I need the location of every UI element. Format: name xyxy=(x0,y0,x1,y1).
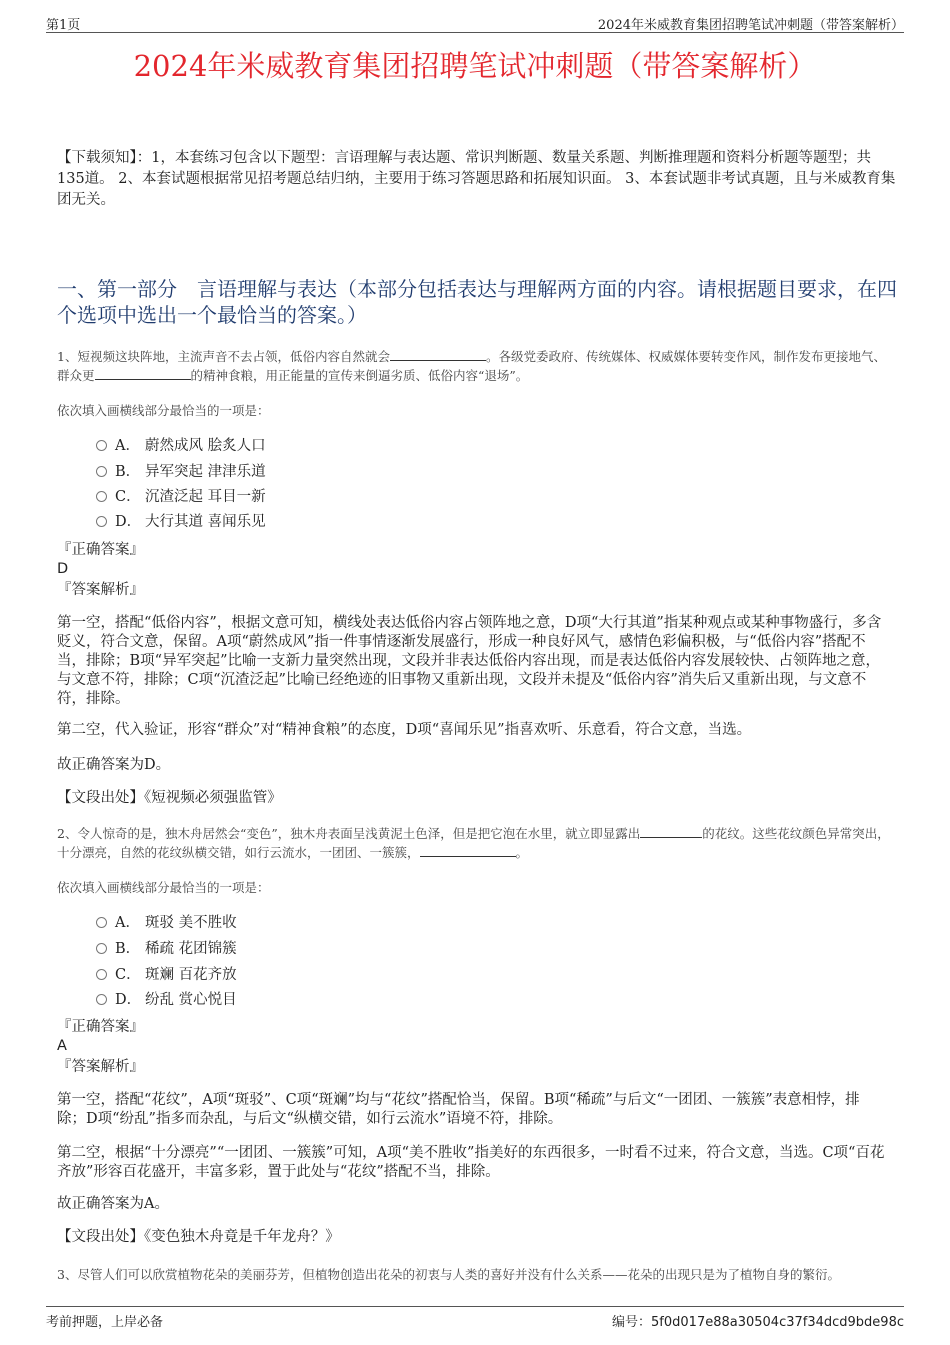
section-heading: 一、第一部分 言语理解与表达（本部分包括表达与理解两方面的内容。请根据题目要求，在四个选项中选出一个最恰当的答案。） xyxy=(57,277,897,327)
q1-analysis-1: 第一空，搭配“低俗内容”，根据文意可知，横线处表达低俗内容占领阵地之意，D项“大行其道”指某种观点或某种事物盛行，多含贬义，符合文意，保留。A项“蔚然成风”指一件事情逐渐发展盛行，形成一种良好风气，感情色彩偏积极，与“低俗内容”搭配不当，排除；B项“异军突起”比喻一支新力量突然出现，文段并非表达低俗内容出现，而是表达低俗内容发展较快、占领阵地之意，与文意不符，排除；C项“沉渣泛起”比喻已经绝迹的旧事物又重新出现，文段并未提及“低俗内容”消失后又重新出现，与文意不符，排除。 xyxy=(57,615,882,707)
page-title: 2024年米威教育集团招聘笔试冲刺题（带答案解析） xyxy=(133,49,817,83)
question-3-text: 3、尽管人们可以欣赏植物花朵的美丽芬芳，但植物创造出花朵的初衷与人类的喜好并没有什么关系——花朵的出现只是为了植物自身的繁衍。 xyxy=(57,1267,840,1282)
q1-part2: 。各级党委政府、传统媒体、权威媒体要转变作风，制作发布更接地气、群众更 xyxy=(57,349,886,383)
q2-part1: 2、令人惊奇的是，独木舟居然会“变色”，独木舟表面呈浅黄泥土色泽，但是把它泡在水里，就立即显露出 xyxy=(57,826,641,841)
q2-part3: 。 xyxy=(515,845,529,860)
q2-analysis-1: 第一空，搭配“花纹”，A项“斑驳”、C项“斑斓”均与“花纹”搭配恰当，保留。B项“稀疏”与后文“一团团、一簇簇”表意相悖，排除；D项“纷乱”指多而杂乱，与后文“纵横交错，如行云流水”语境不符，排除。 xyxy=(57,1092,860,1127)
q2-analysis-label: 『答案解析』 xyxy=(57,1059,144,1075)
page-header xyxy=(46,12,904,33)
q1-conclusion: 故正确答案为D。 xyxy=(57,757,171,773)
q2-source: 【文段出处】《变色独木舟竟是千年龙舟？》 xyxy=(57,1229,340,1245)
q1-part1: 1、短视频这块阵地，主流声音不去占领，低俗内容自然就会 xyxy=(57,349,390,364)
q2-option-a[interactable]: A． 斑驳 美不胜收 xyxy=(96,913,237,933)
q2-option-b[interactable]: B． 稀疏 花团锦簇 xyxy=(96,939,237,959)
q2-conclusion: 故正确答案为A。 xyxy=(57,1196,169,1212)
radio-icon[interactable] xyxy=(96,440,107,451)
q1-analysis-label: 『答案解析』 xyxy=(57,582,144,598)
radio-icon[interactable] xyxy=(96,466,107,477)
q1-source: 【文段出处】《短视频必须强监管》 xyxy=(57,790,282,806)
q2-option-c[interactable]: C． 斑斓 百花齐放 xyxy=(96,965,237,985)
question-2-text xyxy=(57,824,897,862)
page-number: 第1页 xyxy=(46,18,81,33)
q2-part2: 的花纹。这些花纹颜色异常突出，十分漂亮，自然的花纹纵横交错，如行云流水，一团团、一簇簇， xyxy=(57,826,890,860)
radio-icon[interactable] xyxy=(96,491,107,502)
q1-part3: 的精神食粮，用正能量的宣传来倒逼劣质、低俗内容“退场”。 xyxy=(190,368,529,383)
page-footer xyxy=(46,1306,904,1329)
q1-answer-label: 『正确答案』 xyxy=(57,542,144,558)
q2-hint: 依次填入画横线部分最恰当的一项是： xyxy=(57,880,270,895)
q1-blank-1 xyxy=(390,347,486,361)
q1-option-a[interactable]: A． 蔚然成风 脍炙人口 xyxy=(96,436,266,456)
q1-hint: 依次填入画横线部分最恰当的一项是： xyxy=(57,403,270,418)
q2-answer-label: 『正确答案』 xyxy=(57,1019,144,1035)
q2-answer: A xyxy=(57,1038,67,1054)
radio-icon[interactable] xyxy=(96,516,107,527)
footer-code-label: 编号： xyxy=(612,1315,652,1330)
header-doc-title: 2024年米威教育集团招聘笔试冲刺题（带答案解析） xyxy=(597,18,904,33)
footer-code xyxy=(612,1311,904,1330)
radio-icon[interactable] xyxy=(96,969,107,980)
q1-option-b[interactable]: B． 异军突起 津津乐道 xyxy=(96,462,266,482)
download-notice: 【下载须知】：1，本套练习包含以下题型：言语理解与表达题、常识判断题、数量关系题、判断推理题和资料分析题等题型；共135道。 2、本套试题根据常见招考题总结归纳，主要用于练习答题思路和拓展知识面。 3、本套试题非考试真题，且与米威教育集团无关。 xyxy=(57,150,896,208)
q2-blank-2 xyxy=(420,843,516,857)
q2-blank-1 xyxy=(640,824,702,838)
q1-option-d[interactable]: D． 大行其道 喜闻乐见 xyxy=(96,512,266,532)
q1-blank-2 xyxy=(95,366,191,380)
q1-answer: D xyxy=(57,561,69,577)
q1-option-c[interactable]: C． 沉渣泛起 耳目一新 xyxy=(96,487,266,507)
q2-analysis-2: 第二空，根据“十分漂亮”“一团团、一簇簇”可知，A项“美不胜收”指美好的东西很多，一时看不过来，符合文意，当选。C项“百花齐放”形容百花盛开，丰富多彩，置于此处与“花纹”搭配不当，排除。 xyxy=(57,1145,885,1180)
q1-analysis-2: 第二空，代入验证，形容“群众”对“精神食粮”的态度，D项“喜闻乐见”指喜欢听、乐意看，符合文意，当选。 xyxy=(57,722,752,738)
footer-slogan: 考前押题，上岸必备 xyxy=(46,1315,164,1330)
radio-icon[interactable] xyxy=(96,917,107,928)
question-1-text xyxy=(57,347,897,385)
radio-icon[interactable] xyxy=(96,943,107,954)
radio-icon[interactable] xyxy=(96,994,107,1005)
q2-option-d[interactable]: D． 纷乱 赏心悦目 xyxy=(96,990,237,1010)
footer-code-value: 5f0d017e88a30504c37f34dcd9bde98c xyxy=(651,1315,904,1330)
